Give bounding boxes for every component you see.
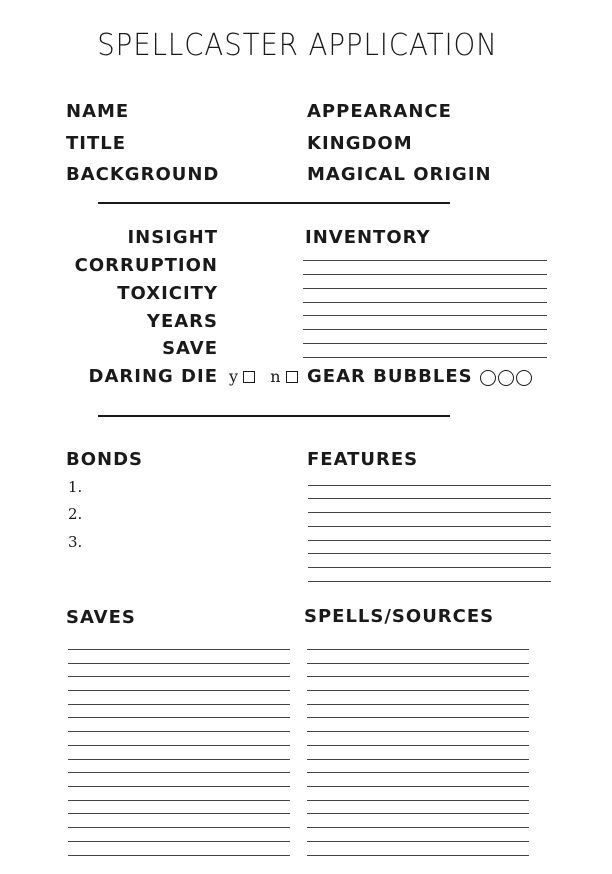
saves-line[interactable] [68,813,290,814]
daring-die-yn [229,367,298,386]
spells-line[interactable] [307,759,529,760]
section-divider [98,415,450,417]
spells-sources-label: SPELLS/SOURCES [304,606,495,627]
bond-number: 1. [68,478,83,496]
features-label: FEATURES [307,449,419,470]
features-line[interactable] [308,567,551,568]
spells-line[interactable] [307,717,529,718]
saves-line[interactable] [68,704,290,705]
title-label: TITLE [66,133,127,154]
page-title: SPELLCASTER APPLICATION [97,28,498,63]
saves-line[interactable] [68,690,290,691]
saves-line[interactable] [68,663,290,664]
features-line[interactable] [308,485,551,486]
appearance-label: APPEARANCE [307,101,452,122]
saves-line[interactable] [68,745,290,746]
inventory-line[interactable] [303,260,547,261]
saves-line[interactable] [68,649,290,650]
gear-bubble[interactable] [516,370,532,386]
features-line[interactable] [308,581,551,582]
features-line[interactable] [308,498,551,499]
features-line[interactable] [308,553,551,554]
inventory-line[interactable] [303,315,547,316]
inventory-line[interactable] [303,343,547,344]
gear-bubbles-label: GEAR BUBBLES [307,366,473,387]
years-label: YEARS [146,311,218,332]
name-label: NAME [66,101,130,122]
spells-line[interactable] [307,690,529,691]
spells-line[interactable] [307,800,529,801]
bond-number: 2. [68,505,83,523]
inventory-line[interactable] [303,302,547,303]
saves-label: SAVES [66,607,136,628]
saves-line[interactable] [68,855,290,856]
gear-bubble[interactable] [498,370,514,386]
spells-line[interactable] [307,772,529,773]
saves-line[interactable] [68,772,290,773]
saves-line[interactable] [68,731,290,732]
kingdom-label: KINGDOM [307,133,413,154]
bonds-label: BONDS [66,449,143,470]
inventory-label: INVENTORY [305,227,431,248]
features-line[interactable] [308,540,551,541]
features-line[interactable] [308,512,551,513]
inventory-line[interactable] [303,329,547,330]
toxicity-label: TOXICITY [117,283,218,304]
inventory-line[interactable] [303,274,547,275]
saves-line[interactable] [68,717,290,718]
spells-line[interactable] [307,827,529,828]
saves-line[interactable] [68,786,290,787]
section-divider [98,202,450,204]
spells-line[interactable] [307,786,529,787]
spells-line[interactable] [307,745,529,746]
no-checkbox[interactable] [286,371,298,383]
insight-label: INSIGHT [127,227,218,248]
corruption-label: CORRUPTION [74,255,218,276]
spells-line[interactable] [307,731,529,732]
saves-line[interactable] [68,800,290,801]
yes-checkbox[interactable] [243,371,255,383]
spells-line[interactable] [307,855,529,856]
saves-line[interactable] [68,759,290,760]
saves-line[interactable] [68,676,290,677]
bond-number: 3. [68,533,83,551]
background-label: BACKGROUND [66,164,220,185]
magical-origin-label: MAGICAL ORIGIN [307,164,492,185]
inventory-line[interactable] [303,357,547,358]
spells-line[interactable] [307,649,529,650]
saves-line[interactable] [68,827,290,828]
spells-line[interactable] [307,663,529,664]
save-label: SAVE [162,338,218,359]
gear-bubbles [480,368,534,387]
inventory-line[interactable] [303,288,547,289]
daring-die-label: DARING DIE [88,366,218,387]
spells-line[interactable] [307,704,529,705]
no-text: n [270,367,281,386]
spells-line[interactable] [307,841,529,842]
gear-bubble[interactable] [480,370,496,386]
spells-line[interactable] [307,676,529,677]
features-line[interactable] [308,526,551,527]
spells-line[interactable] [307,813,529,814]
yes-text: y [229,367,239,386]
saves-line[interactable] [68,841,290,842]
